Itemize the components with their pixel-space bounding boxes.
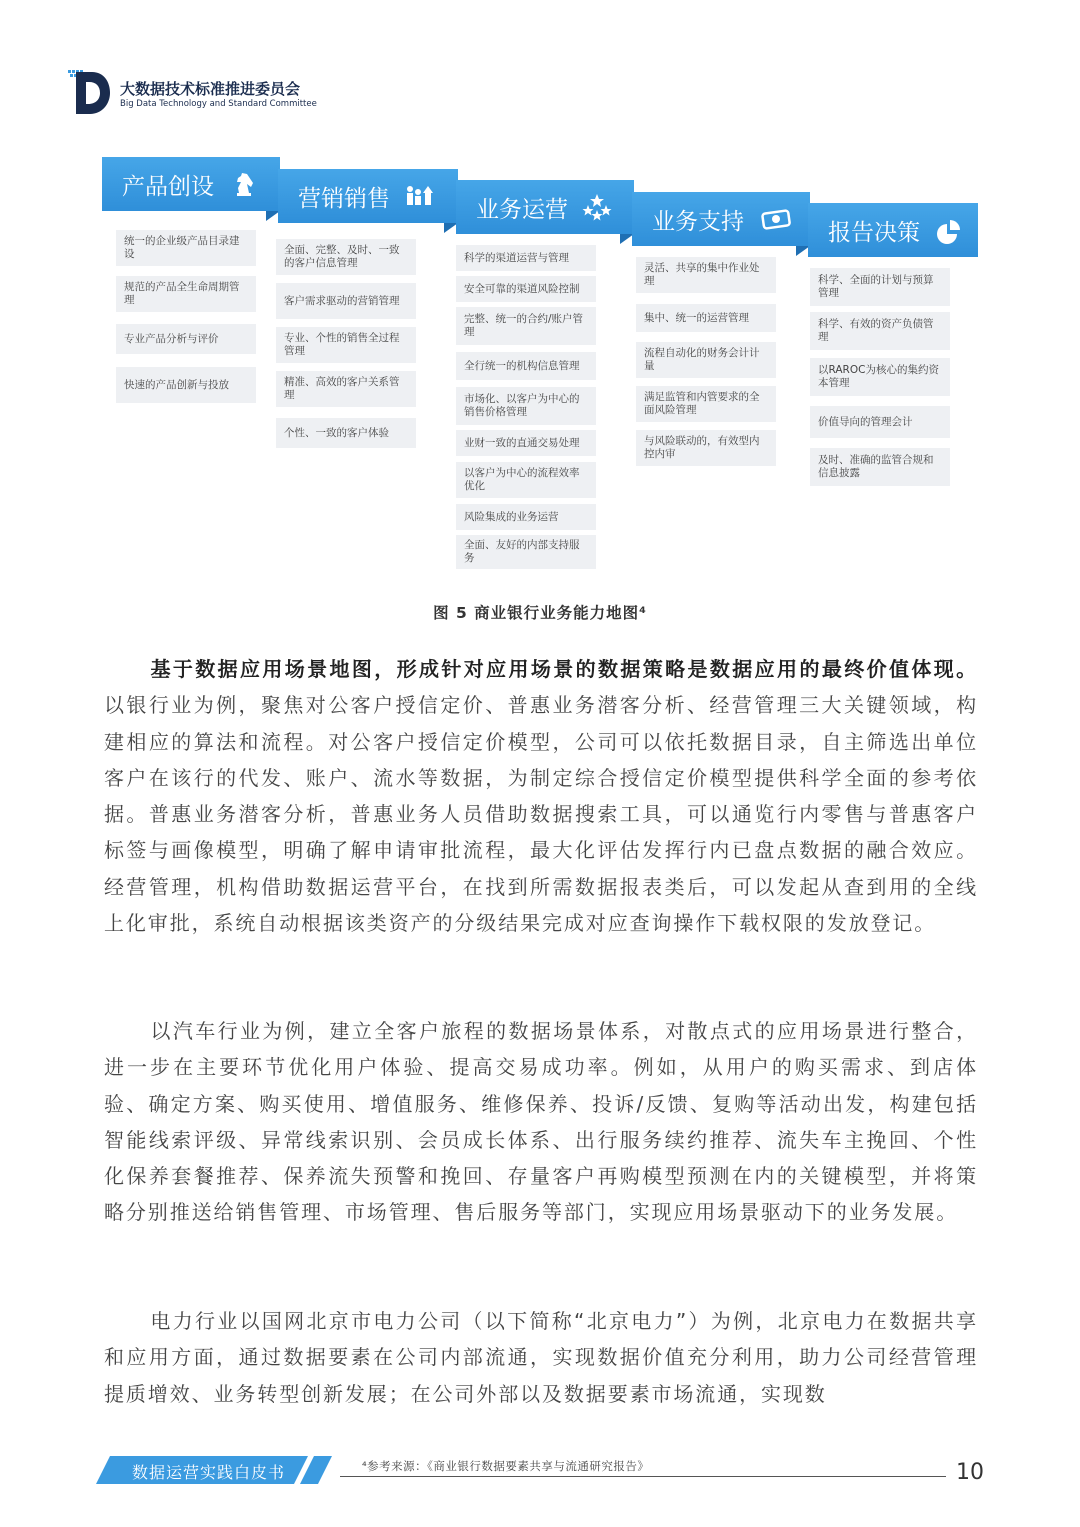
list-item: 统一的企业级产品目录建设: [116, 230, 256, 266]
list-item: 专业、个性的销售全过程管理: [276, 327, 416, 363]
figure-caption: 图 5 商业银行业务能力地图⁴: [433, 604, 647, 622]
pie-chart-icon: [934, 215, 964, 245]
list-item: 流程自动化的财务会计计量: [636, 342, 776, 378]
list-item: 科学的渠道运营与管理: [456, 245, 596, 271]
band-title: 报告决策: [828, 219, 920, 246]
list-item: 风险集成的业务运营: [456, 504, 596, 530]
list-item: 科学、全面的计划与预算管理: [810, 268, 950, 306]
footer-doc-title: 数据运营实践白皮书: [132, 1463, 286, 1482]
list-item: 快速的产品创新与投放: [116, 367, 256, 403]
band-business-operation: [456, 180, 634, 234]
list-item: 专业产品分析与评价: [116, 324, 256, 354]
list-item: 规范的产品全生命周期管理: [116, 276, 256, 312]
org-name-cn: 大数据技术标准推进委员会: [120, 80, 301, 98]
band-title: 营销销售: [298, 185, 390, 212]
band-marketing-sales: [278, 169, 458, 223]
list-item: 客户需求驱动的营销管理: [276, 283, 416, 319]
paragraph-automotive: [104, 1013, 978, 1231]
org-name-en: Big Data Technology and Standard Committee: [120, 99, 317, 109]
list-item: 价值导向的管理会计: [810, 406, 950, 438]
list-item: 及时、准确的监管合规和信息披露: [810, 448, 950, 486]
list-item: 与风险联动的，有效型内控内审: [636, 430, 776, 466]
paragraph-body: 以汽车行业为例，建立全客户旅程的数据场景体系，对散点式的应用场景进行整合，进一步在主要环节优化用户体验、提高交易成功率。例如，从用户的购买需求、到店体验、确定方案、购买使用、增值服务、维修保养、投诉/反馈、复购等活动出发，构建包括智能线索评级、异常线索识别、会员成长体系、出行服务续约推荐、流失车主挽回、个性化保养套餐推荐、保养流失预警和挽回、存量客户再购模型预测在内的关键模型，并将策略分别推送给销售管理、市场管理、售后服务等部门，实现应用场景驱动下的业务发展。: [104, 1019, 978, 1225]
list-item: 灵活、共享的集中作业处理: [636, 257, 776, 293]
list-item: 安全可靠的渠道风险控制: [456, 276, 596, 302]
band-title: 产品创设: [122, 173, 214, 200]
list-item: 科学、有效的资产负债管理: [810, 312, 950, 350]
paragraph-body: 电力行业以国网北京市电力公司（以下简称“北京电力”）为例，北京电力在数据共享和应用方面，通过数据要素在公司内部流通，实现数据价值充分利用，助力公司经营管理提质增效、业务转型创新发展；在公司外部以及数据要素市场流通，实现数: [104, 1309, 979, 1406]
paragraph-body: 以银行业为例，聚焦对公客户授信定价、普惠业务潜客分析、经营管理三大关键领域，构建相应的算法和流程。对公客户授信定价模型，公司可以依托数据目录，自主筛选出单位客户在该行的代发、账户、流水等数据，为制定综合授信定价模型提供科学全面的参考依据。普惠业务潜客分析，普惠业务人员借助数据搜索工具，可以通览行内零售与普惠客户标签与画像模型，明确了解申请审批流程，最大化评估发挥行内已盘点数据的融合效应。经营管理，机构借助数据运营平台，在找到所需数据报表类后，可以发起从查到用的全线上化审批，系统自动根据该类资产的分级结果完成对应查询操作下载权限的发放登记。: [104, 693, 978, 936]
paragraph-power: [104, 1303, 978, 1412]
list-item: 以客户为中心的流程效率优化: [456, 462, 596, 498]
band-business-support: [632, 192, 810, 246]
list-item: 全面、友好的内部支持服务: [456, 535, 596, 569]
list-item: 以RAROC为核心的集约资本管理: [810, 358, 950, 396]
footnote: ⁴参考来源：《商业银行数据要素共享与流通研究报告》: [362, 1459, 650, 1473]
capability-map: [0, 0, 1080, 590]
list-item: 全面、完整、及时、一致的客户信息管理: [276, 239, 416, 275]
list-item: 个性、一致的客户体验: [276, 418, 416, 448]
list-item: 业财一致的直通交易处理: [456, 430, 596, 456]
list-item: 完整、统一的合约/账户管理: [456, 307, 596, 345]
list-item: 集中、统一的运营管理: [636, 304, 776, 332]
footer-divider: [340, 1476, 946, 1477]
paragraph-lead: 基于数据应用场景地图，形成针对应用场景的数据策略是数据应用的最终价值体现。: [150, 657, 978, 681]
list-item: 全行统一的机构信息管理: [456, 352, 596, 380]
band-title: 业务支持: [652, 208, 744, 235]
list-item: 精准、高效的客户关系管理: [276, 371, 416, 407]
band-report-decision: [808, 203, 978, 257]
band-title: 业务运营: [476, 196, 568, 223]
paragraph-banking: [104, 651, 978, 941]
band-product-creation: [102, 157, 280, 211]
list-item: 满足监管和内管要求的全面风险管理: [636, 386, 776, 422]
chess-knight-icon: [228, 169, 258, 199]
list-item: 市场化、以客户为中心的销售价格管理: [456, 387, 596, 425]
stars-icon: [582, 192, 612, 222]
money-icon: [758, 204, 794, 234]
page-number: 10: [956, 1460, 984, 1485]
growth-people-icon: [404, 181, 434, 211]
